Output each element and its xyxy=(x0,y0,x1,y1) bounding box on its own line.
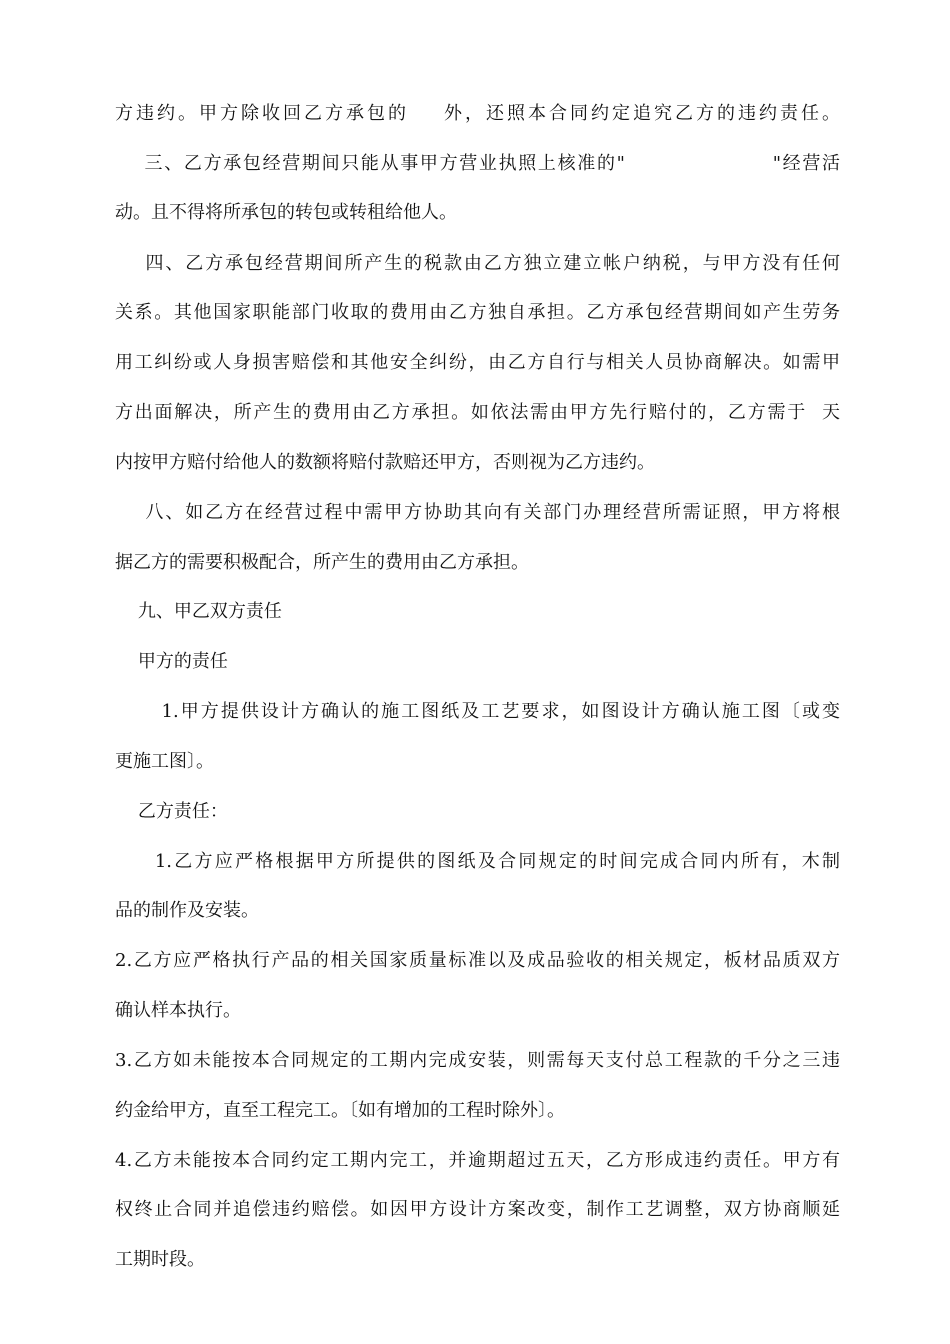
text-line: 3.乙方如未能按本合同规定的工期内完成安装，则需每天支付总工程款的千分之三违 xyxy=(115,1050,840,1071)
text-line: 2.乙方应严格执行产品的相关国家质量标准以及成品验收的相关规定，板材品质双方 xyxy=(115,950,840,971)
text-line: 1.甲方提供设计方确认的施工图纸及工艺要求，如图设计方确认施工图〔或变 xyxy=(115,701,840,722)
text-line: 确认样本执行。 xyxy=(115,1000,241,1021)
subsection-heading: 乙方责任： xyxy=(115,801,228,822)
text-line: 方违约。甲方除收回乙方承包的 外，还照本合同约定追究乙方的违约责任。 xyxy=(115,103,840,124)
text-line: 更施工图〕。 xyxy=(115,751,214,772)
subsection-heading: 甲方的责任 xyxy=(115,651,228,672)
text-line: 四、乙方承包经营期间所产生的税款由乙方独立建立帐户纳税，与甲方没有任何 xyxy=(115,253,840,274)
text-line: 三、乙方承包经营期间只能从事甲方营业执照上核准的" "经营活 xyxy=(115,153,840,174)
section-heading: 九、甲乙双方责任 xyxy=(115,601,282,622)
text-line: 内按甲方赔付给他人的数额将赔付款赔还甲方，否则视为乙方违约。 xyxy=(115,452,655,473)
text-line: 八、如乙方在经营过程中需甲方协助其向有关部门办理经营所需证照，甲方将根 xyxy=(115,502,840,523)
text-line: 工期时段。 xyxy=(115,1249,205,1270)
text-line: 用工纠纷或人身损害赔偿和其他安全纠纷，由乙方自行与相关人员协商解决。如需甲 xyxy=(115,352,840,373)
text-line: 动。且不得将所承包的转包或转租给他人。 xyxy=(115,202,457,223)
text-line: 1.乙方应严格根据甲方所提供的图纸及合同规定的时间完成合同内所有，木制 xyxy=(115,851,840,872)
text-line: 权终止合同并追偿违约赔偿。如因甲方设计方案改变，制作工艺调整，双方协商顺延 xyxy=(115,1199,840,1220)
text-line: 方出面解决，所产生的费用由乙方承担。如依法需由甲方先行赔付的，乙方需于 天 xyxy=(115,402,840,423)
text-line: 品的制作及安装。 xyxy=(115,900,259,921)
text-line: 约金给甲方，直至工程完工。〔如有增加的工程时除外〕。 xyxy=(115,1100,565,1121)
text-line: 4.乙方未能按本合同约定工期内完工，并逾期超过五天，乙方形成违约责任。甲方有 xyxy=(115,1150,840,1171)
text-line: 据乙方的需要积极配合，所产生的费用由乙方承担。 xyxy=(115,552,529,573)
text-line: 关系。其他国家职能部门收取的费用由乙方独自承担。乙方承包经营期间如产生劳务 xyxy=(115,302,840,323)
